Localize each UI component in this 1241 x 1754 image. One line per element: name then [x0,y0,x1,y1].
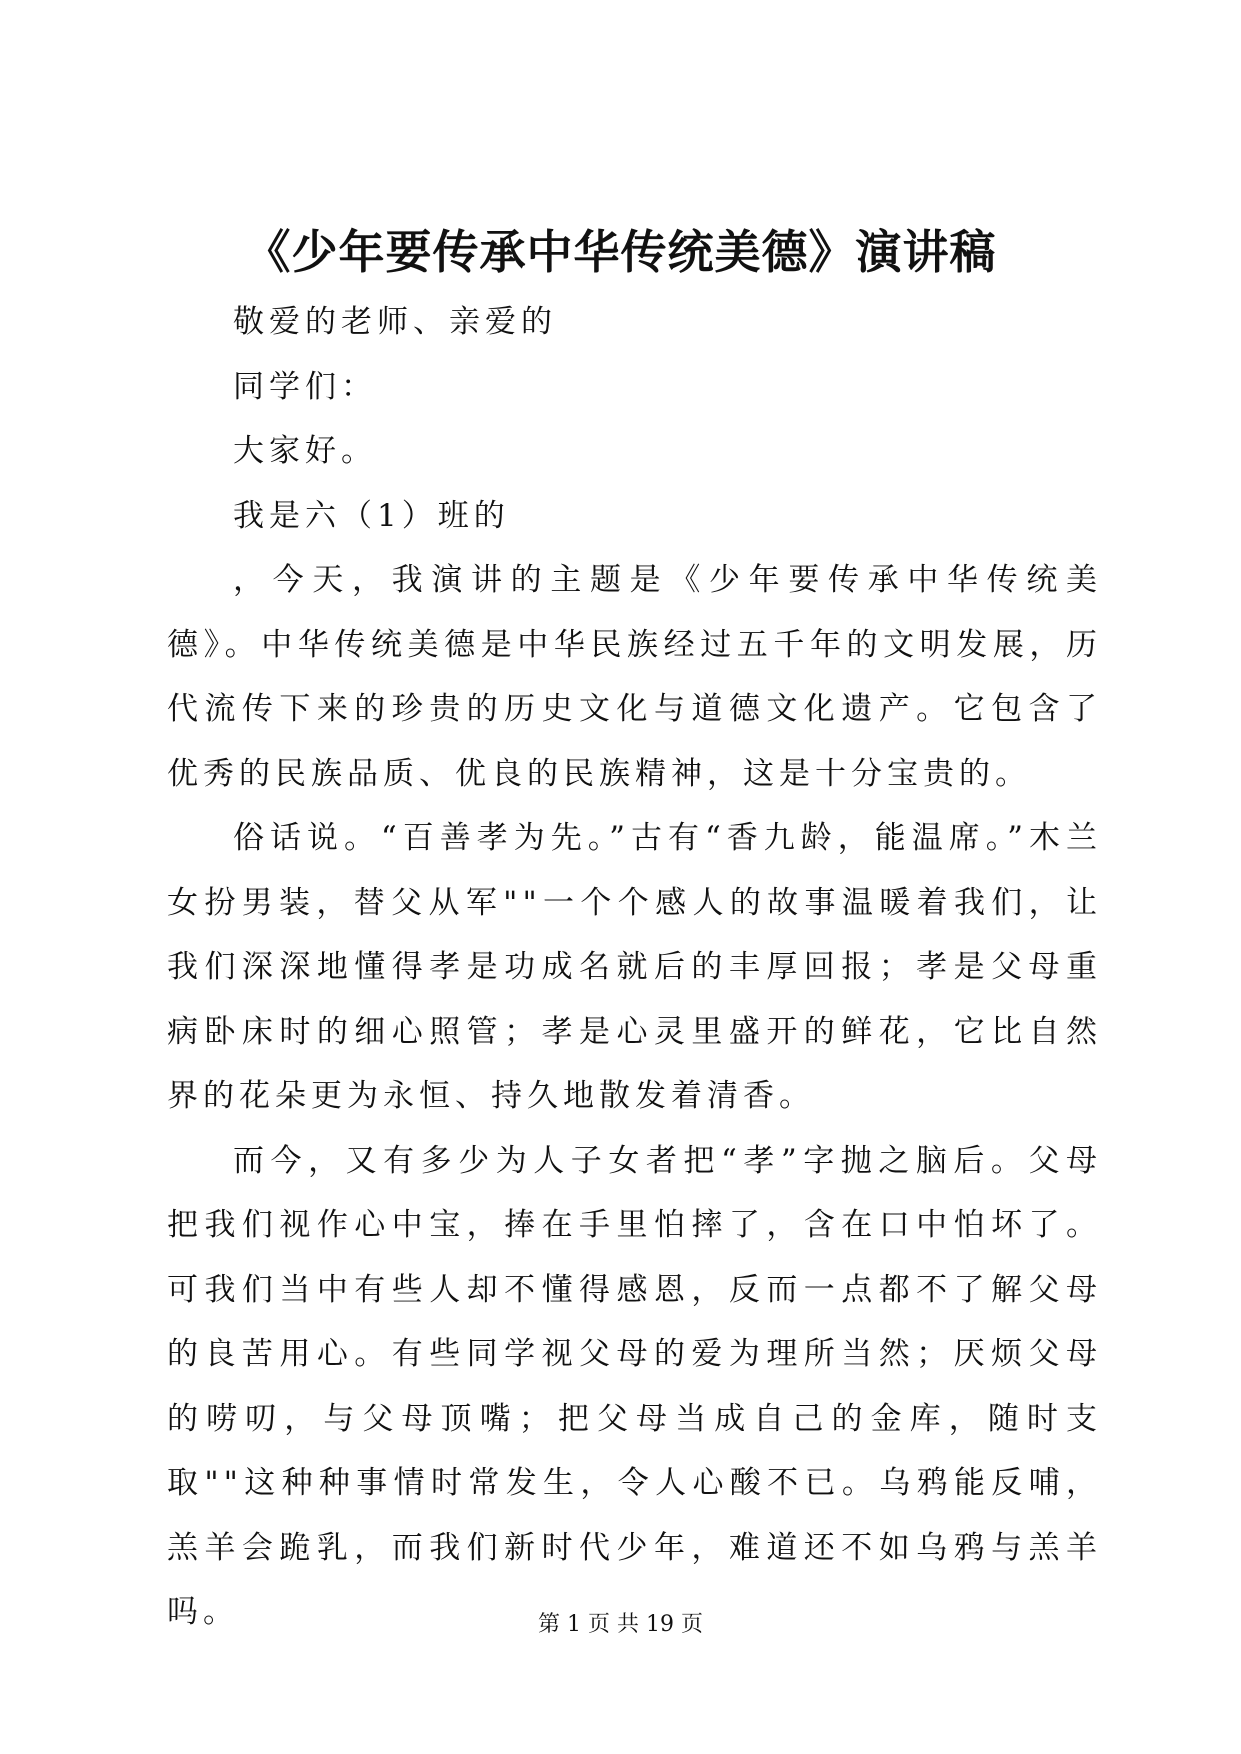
paragraph-theme: ，今天，我演讲的主题是《少年要传承中华传统美德》。中华传统美德是中华民族经过五千年的文明发展，历代流传下来的珍贵的历史文化与道德文化遗产。它包含了优秀的民族品质、优良的民族精神，这是十分宝贵的。 [167,562,1102,792]
paragraph-filial-piety: 俗话说。“百善孝为先。”古有“香九龄，能温席。”木兰女扮男装，替父从军""一个个感人的故事温暖着我们，让我们深深地懂得孝是功成名就后的丰厚回报；孝是父母重病卧床时的细心照管；孝是心灵里盛开的鲜花，它比自然界的花朵更为永恒、持久地散发着清香。 [167,820,1102,1114]
paragraph-greeting-2: 同学们： [233,368,377,405]
page-footer: 第 1 页 共 19 页 [538,1612,703,1637]
paragraph-greeting-3: 大家好。 [233,433,377,469]
document-body [167,290,1102,1645]
paragraph-greeting-1: 敬爱的老师、亲爱的 [233,304,557,340]
paragraph-reflection: 而今，又有多少为人子女者把“孝”字抛之脑后。父母把我们视作心中宝，捧在手里怕摔了，含在口中怕坏了。可我们当中有些人却不懂得感恩，反而一点都不了解父母的良苦用心。有些同学视父母的爱为理所当然；厌烦父母的唠叨，与父母顶嘴；把父母当成自己的金库，随时支取""这种种事情时常发生，令人心酸不已。乌鸦能反哺，羔羊会跪乳，而我们新时代少年，难道还不如乌鸦与羔羊吗。 [167,1142,1102,1630]
document-title: 《少年要传承中华传统美德》演讲稿 [244,225,997,279]
paragraph-introduction: 我是六（1）班的 [233,497,510,534]
